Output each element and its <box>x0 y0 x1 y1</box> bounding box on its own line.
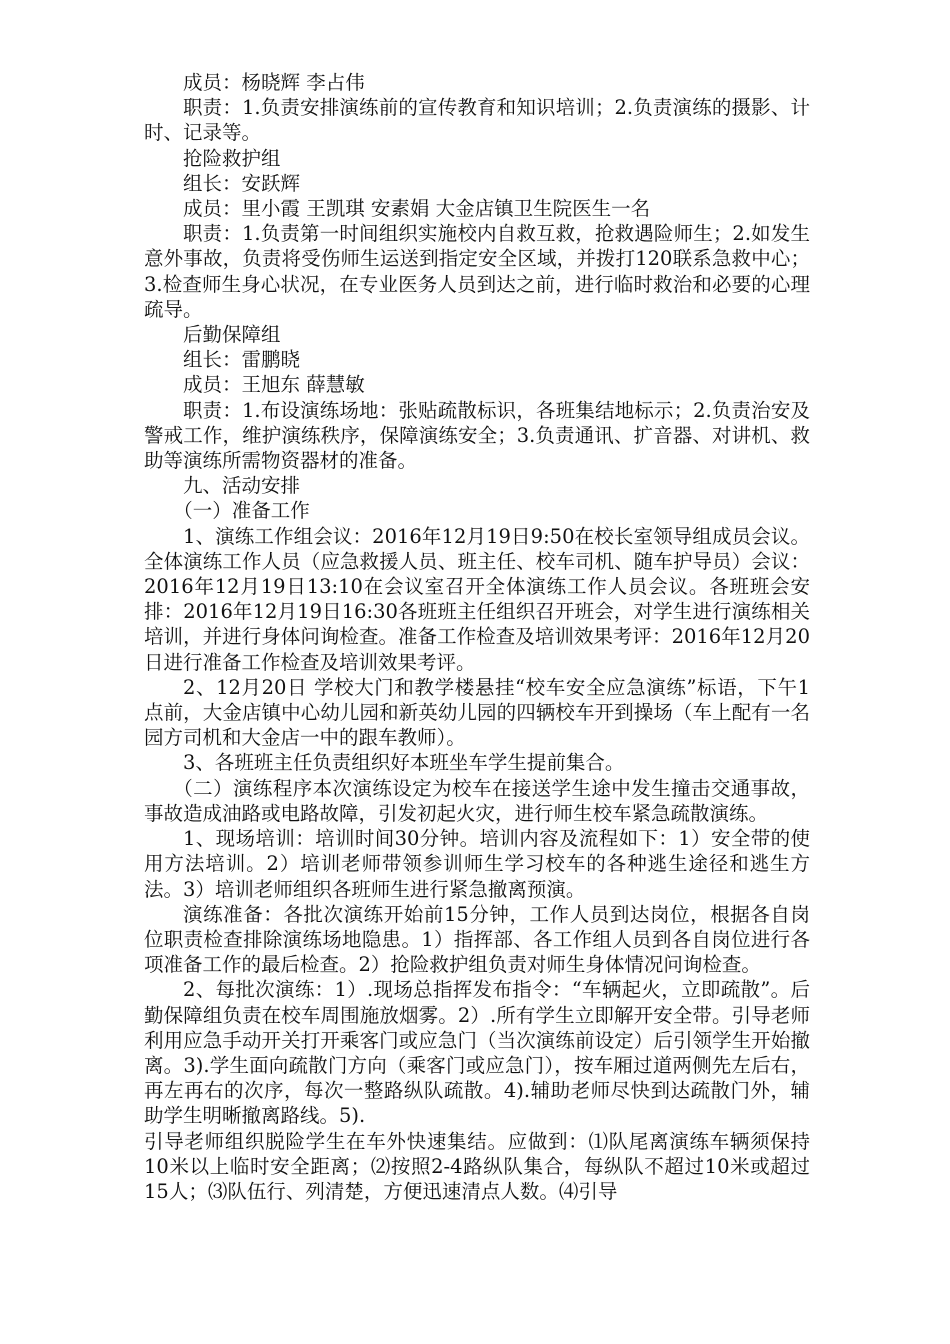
heading-section-nine: 九、活动安排 <box>183 474 301 498</box>
paragraph-members-logistics: 成员：王旭东 薛慧敏 <box>183 373 365 397</box>
document-body <box>144 70 810 1204</box>
paragraph-leader-rescue: 组长：安跃辉 <box>183 171 301 195</box>
paragraph-duties-publicity: 职责：1.负责安排演练前的宣传教育和知识培训；2.负责演练的摄影、计时、记录等。 <box>144 96 810 145</box>
paragraph-prep-2: 2、12月20日 学校大门和教学楼悬挂“校车安全应急演练”标语，下午1点前，大金店镇中心幼儿园和新英幼儿园的四辆校车开到操场（车上配有一名园方司机和大金店一中的跟车教师）。 <box>144 675 810 750</box>
paragraph-leader-logistics: 组长：雷鹏晓 <box>183 348 301 372</box>
paragraph-drill-preparation: 演练准备：各批次演练开始前15分钟，工作人员到达岗位，根据各自岗位职责检查排除演练场地隐患。1）指挥部、各工作组人员到各自岗位进行各项准备工作的最后检查。2）抢险救护组负责对师生身体情况问询检查。 <box>144 902 810 977</box>
paragraph-members-publicity: 成员：杨晓辉 李占伟 <box>183 71 365 94</box>
paragraph-members-rescue: 成员：里小霞 王凯琪 安素娟 大金店镇卫生院医生一名 <box>183 197 651 221</box>
paragraph-prep-3: 3、各班班主任负责组织好本班坐车学生提前集合。 <box>183 751 625 775</box>
paragraph-each-batch: 2、每批次演练：1）.现场总指挥发布指令：“车辆起火，立即疏散”。后勤保障组负责在校车周围施放烟雾。2）.所有学生立即解开安全带。引导老师利用应急手动开关打开乘客门或应急门（当次演练前设定）后引领学生开始撤离。3).学生面向疏散门方向（乘客门或应急门），按车厢过道两侧先左后右，再左再右的次序，每次一整路纵队疏散。4).辅助老师尽快到达疏散门外，辅助学生明晰撤离路线。5). <box>144 978 810 1128</box>
paragraph-assembly: 引导老师组织脱险学生在车外快速集结。应做到：⑴队尾离演练车辆须保持10米以上临时安全距离；⑵按照2-4路纵队集合，每纵队不超过10米或超过15人；⑶队伍行、列清楚，方便迅速清点人数。⑷引导 <box>144 1129 810 1203</box>
paragraph-onsite-training: 1、现场培训：培训时间30分钟。培训内容及流程如下：1）安全带的使用方法培训。2）培训老师带领参训师生学习校车的各种逃生途径和逃生方法。3）培训老师组织各班师生进行紧急撤离预演。 <box>144 827 810 901</box>
paragraph-duties-logistics: 职责：1.布设演练场地：张贴疏散标识，各班集结地标示；2.负责治安及警戒工作，维护演练秩序，保障演练安全；3.负责通讯、扩音器、对讲机、救助等演练所需物资器材的准备。 <box>144 398 810 473</box>
paragraph-duties-rescue: 职责：1.负责第一时间组织实施校内自救互救，抢救遇险师生；2.如发生意外事故，负责将受伤师生运送到指定安全区域，并拨打120联系急救中心；3.检查师生身心状况，在专业医务人员到达之前，进行临时救治和必要的心理疏导。 <box>144 222 810 321</box>
heading-preparation: （一）准备工作 <box>173 499 310 523</box>
heading-logistics-group: 后勤保障组 <box>183 323 281 347</box>
paragraph-prep-1: 1、演练工作组会议：2016年12月19日9:50在校长室领导组成员会议。全体演练工作人员（应急救援人员、班主任、校车司机、随车护导员）会议：2016年12月19日13:10在会议室召开全体演练工作人员会议。各班班会安排：2016年12月19日16:30各班班主任组织召开班会，对学生进行演练相关培训，并进行身体问询检查。准备工作检查及培训效果考评：2016年12月20日进行准备工作检查及培训效果考评。 <box>144 524 810 674</box>
heading-rescue-group: 抢险救护组 <box>183 146 281 170</box>
paragraph-drill-procedure: （二）演练程序本次演练设定为校车在接送学生途中发生撞击交通事故，事故造成油路或电路故障，引发初起火灾，进行师生校车紧急疏散演练。 <box>144 776 810 825</box>
